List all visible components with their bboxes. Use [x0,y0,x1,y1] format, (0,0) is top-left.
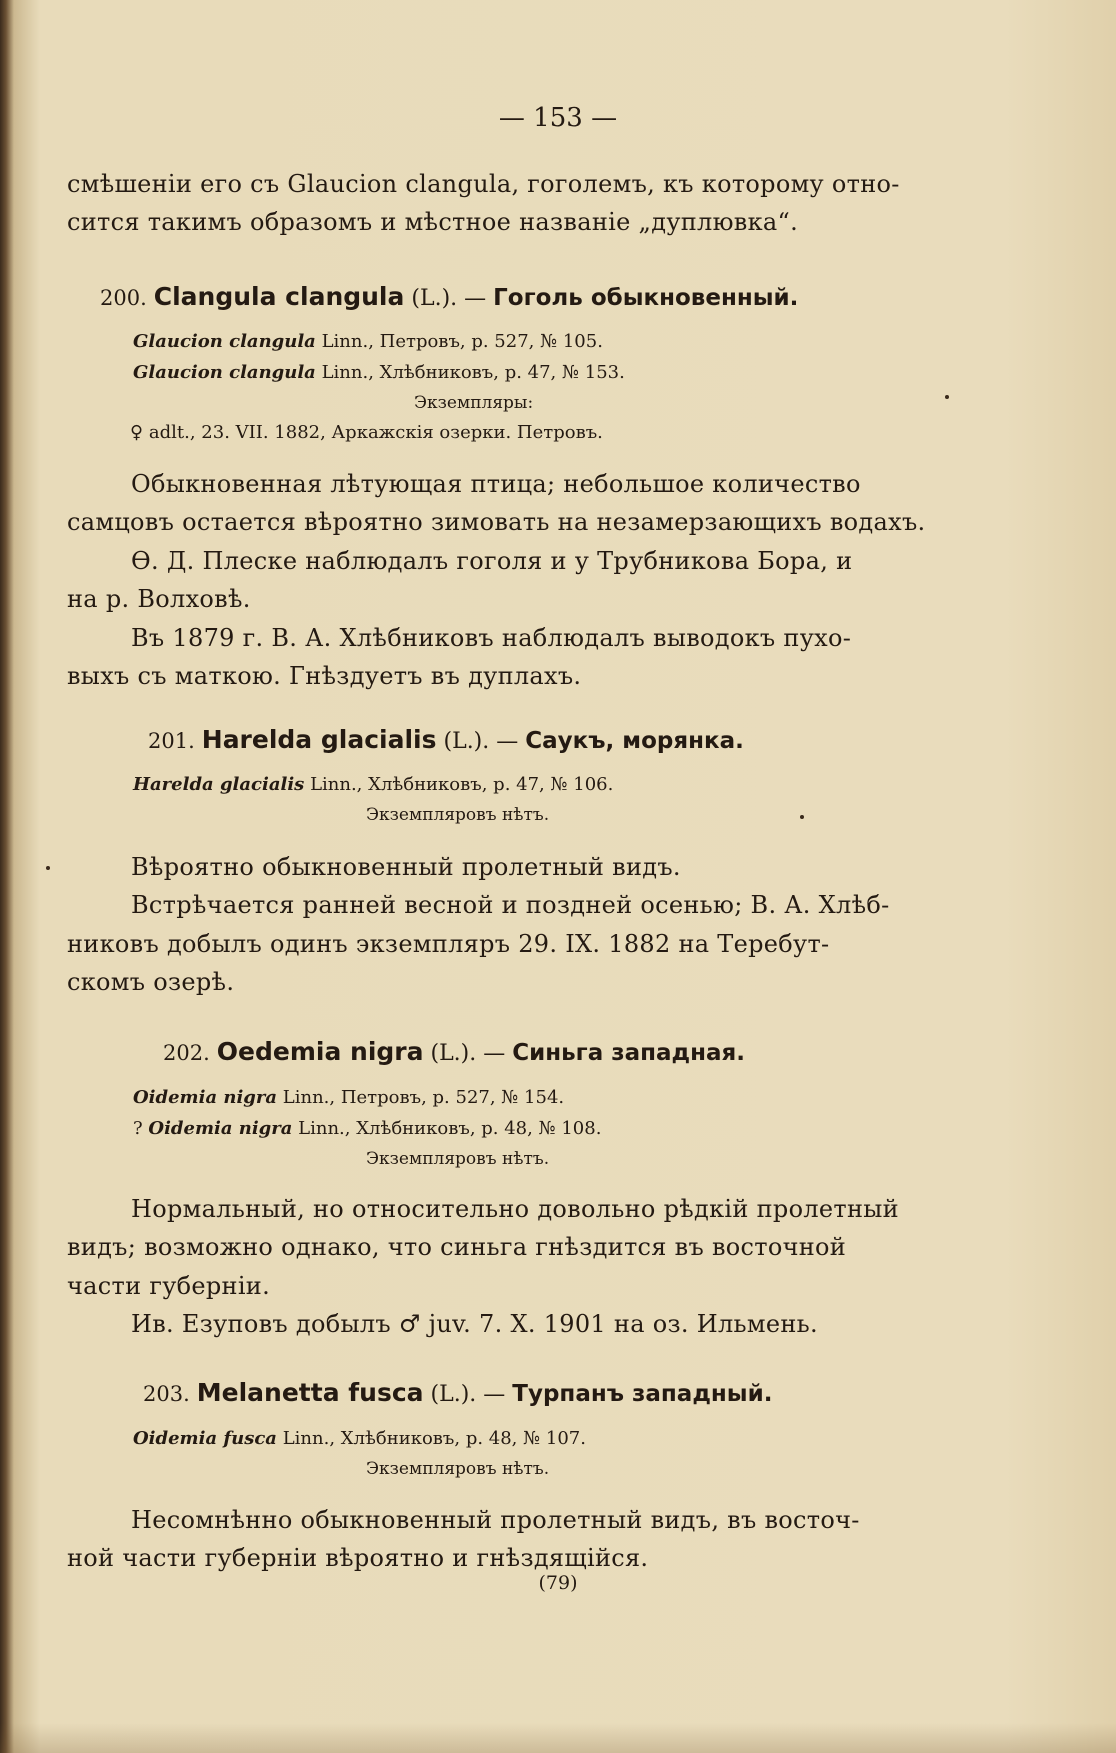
paragraph-line: выхъ съ маткою. Гнѣздуетъ въ дуплахъ. [67,662,582,690]
synonym-line [133,1087,564,1108]
species-russian-name: Синьга западная. [512,1040,746,1066]
synonym-reference: Linn., Петровъ, р. 527, № 105. [321,331,603,352]
paragraph-line: скомъ озерѣ. [67,968,235,996]
synonym-reference: Linn., Хлѣбниковъ, р. 47, № 106. [310,774,614,795]
species-number: 203. [143,1382,190,1406]
synonym-name: Harelda glacialis [133,774,305,795]
print-speck [46,866,50,870]
page-number: — 153 — [498,103,618,133]
species-latin-name: Oedemia nigra [216,1037,424,1066]
species-number: 200. [100,286,147,310]
paragraph-line: Въ 1879 г. В. А. Хлѣбниковъ наблюдалъ выводокъ пухо- [131,624,852,652]
synonym-reference: Linn., Хлѣбниковъ, р. 48, № 108. [298,1118,602,1139]
species-author: (L.). — [443,729,519,754]
synonym-line [133,774,613,795]
species-author: (L.). — [411,286,487,311]
paragraph-line: Встрѣчается ранней весной и поздней осенью; В. А. Хлѣб- [131,891,890,919]
intro-line-1: смѣшеніи его съ Glaucion clangula, гоголемъ, къ которому отно- [67,170,900,198]
species-number: 202. [163,1041,210,1065]
species-author: (L.). — [430,1041,506,1066]
paragraph-line: Ѳ. Д. Плеске наблюдалъ гоголя и у Трубникова Бора, и [131,547,853,575]
species-latin-name: Melanetta fusca [196,1378,424,1407]
print-speck [945,395,949,399]
synonym-line [133,1428,586,1449]
specimens-label: Экземпляровъ нѣтъ. [366,805,550,825]
footer-signature-mark: (79) [538,1572,578,1594]
synonym-query-mark: ? [133,1118,143,1139]
paragraph-line: ной части губерніи вѣроятно и гнѣздящійся. [67,1544,649,1572]
paragraph-line: Нормальный, но относительно довольно рѣдкій пролетный [131,1195,899,1223]
species-heading-202 [163,1037,745,1066]
paragraph-line: части губерніи. [67,1272,271,1300]
species-heading-200 [100,282,798,311]
species-author: (L.). — [430,1382,506,1407]
specimens-label: Экземпляры: [414,393,534,413]
paragraph-line: никовъ добылъ одинъ экземпляръ 29. IX. 1882 на Теребут- [67,930,830,958]
paragraph-line: самцовъ остается вѣроятно зимовать на незамерзающихъ водахъ. [67,508,926,536]
specimen-item: ♀ adlt., 23. VII. 1882, Аркажскія озерки. Петровъ. [130,422,603,443]
species-latin-name: Clangula clangula [153,282,405,311]
synonym-name: Oidemia nigra [148,1118,293,1139]
synonym-reference: Linn., Петровъ, р. 527, № 154. [282,1087,565,1108]
species-heading-203 [143,1378,772,1407]
paragraph-line: Ив. Езуповъ добылъ ♂ juv. 7. X. 1901 на оз. Ильмень. [131,1310,818,1338]
specimens-label: Экземпляровъ нѣтъ. [366,1459,550,1479]
specimens-label: Экземпляровъ нѣтъ. [366,1149,550,1169]
synonym-line [133,1118,601,1139]
species-russian-name: Саукъ, морянка. [525,728,744,754]
species-heading-201 [148,725,744,754]
synonym-name: Oidemia fusca [133,1428,277,1449]
paragraph-line: Несомнѣнно обыкновенный пролетный видъ, въ восточ- [131,1506,860,1534]
paragraph-line: на р. Волховѣ. [67,585,251,613]
paragraph-line: видъ; возможно однако, что синьга гнѣздится въ восточной [67,1233,847,1261]
synonym-line [133,362,625,383]
synonym-name: Glaucion clangula [133,331,316,352]
synonym-reference: Linn., Хлѣбниковъ, р. 48, № 107. [282,1428,586,1449]
species-number: 201. [148,729,195,753]
intro-line-2: сится такимъ образомъ и мѣстное названіе „дуплювка“. [67,208,799,236]
synonym-line [133,331,603,352]
species-latin-name: Harelda glacialis [201,725,437,754]
paragraph-line: Вѣроятно обыкновенный пролетный видъ. [131,853,681,881]
page-edge-shadow [0,1723,1116,1753]
synonym-reference: Linn., Хлѣбниковъ, р. 47, № 153. [321,362,625,383]
species-russian-name: Гоголь обыкновенный. [493,285,799,311]
paragraph-line: Обыкновенная лѣтующая птица; небольшое количество [131,470,861,498]
species-russian-name: Турпанъ западный. [512,1381,773,1407]
synonym-name: Oidemia nigra [133,1087,278,1108]
synonym-name: Glaucion clangula [133,362,316,383]
print-speck [800,815,804,819]
